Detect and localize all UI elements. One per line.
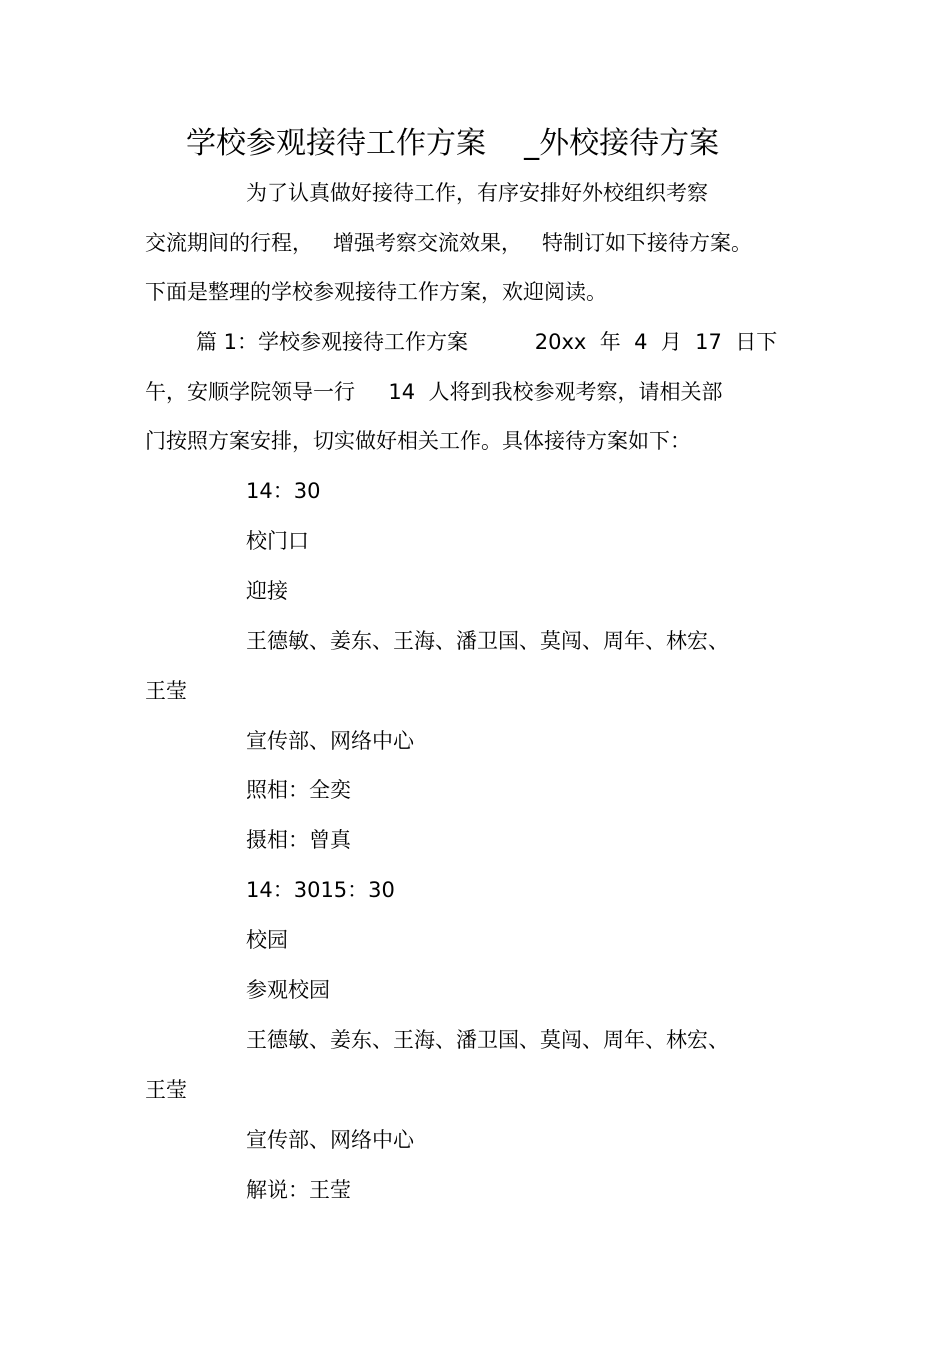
schedule-2-activity: 参观校园 [246, 978, 330, 1002]
schedule-2-staff-line-1: 王德敏、姜东、王海、潘卫国、莫闯、周年、林宏、 [246, 1028, 729, 1052]
schedule-2-time: 14：3015：30 [246, 878, 395, 902]
schedule-2-staff-line-2: 王莹 [145, 1078, 187, 1102]
section-1-line-2: 午，安顺学院领导一行 14 人将到我校参观考察，请相关部 [145, 380, 723, 404]
section-1-line-3: 门按照方案安排，切实做好相关工作。具体接待方案如下： [145, 429, 691, 453]
schedule-2-place: 校园 [246, 928, 288, 952]
schedule-1-place: 校门口 [246, 529, 309, 553]
intro-line-1: 为了认真做好接待工作，有序安排好外校组织考察 [246, 181, 708, 205]
schedule-1-staff-line-2: 王莹 [145, 679, 187, 703]
schedule-2-departments: 宣传部、网络中心 [246, 1128, 414, 1152]
schedule-1-staff-line-1: 王德敏、姜东、王海、潘卫国、莫闯、周年、林宏、 [246, 629, 729, 653]
schedule-1-time: 14：30 [246, 479, 321, 503]
schedule-1-departments: 宣传部、网络中心 [246, 729, 414, 753]
intro-line-2: 交流期间的行程， 增强考察交流效果， 特制订如下接待方案。 [145, 231, 753, 255]
schedule-1-video: 摄相：曾真 [246, 828, 351, 852]
section-1-line-1: 篇 1：学校参观接待工作方案 20xx 年 4 月 17 日下 [196, 330, 778, 354]
schedule-1-photo: 照相：全奕 [246, 778, 351, 802]
intro-line-3: 下面是整理的学校参观接待工作方案，欢迎阅读。 [145, 280, 607, 304]
schedule-2-explain: 解说：王莹 [246, 1178, 351, 1202]
document-title: 学校参观接待工作方案 _外校接待方案 [186, 126, 720, 161]
schedule-1-activity: 迎接 [246, 579, 288, 603]
